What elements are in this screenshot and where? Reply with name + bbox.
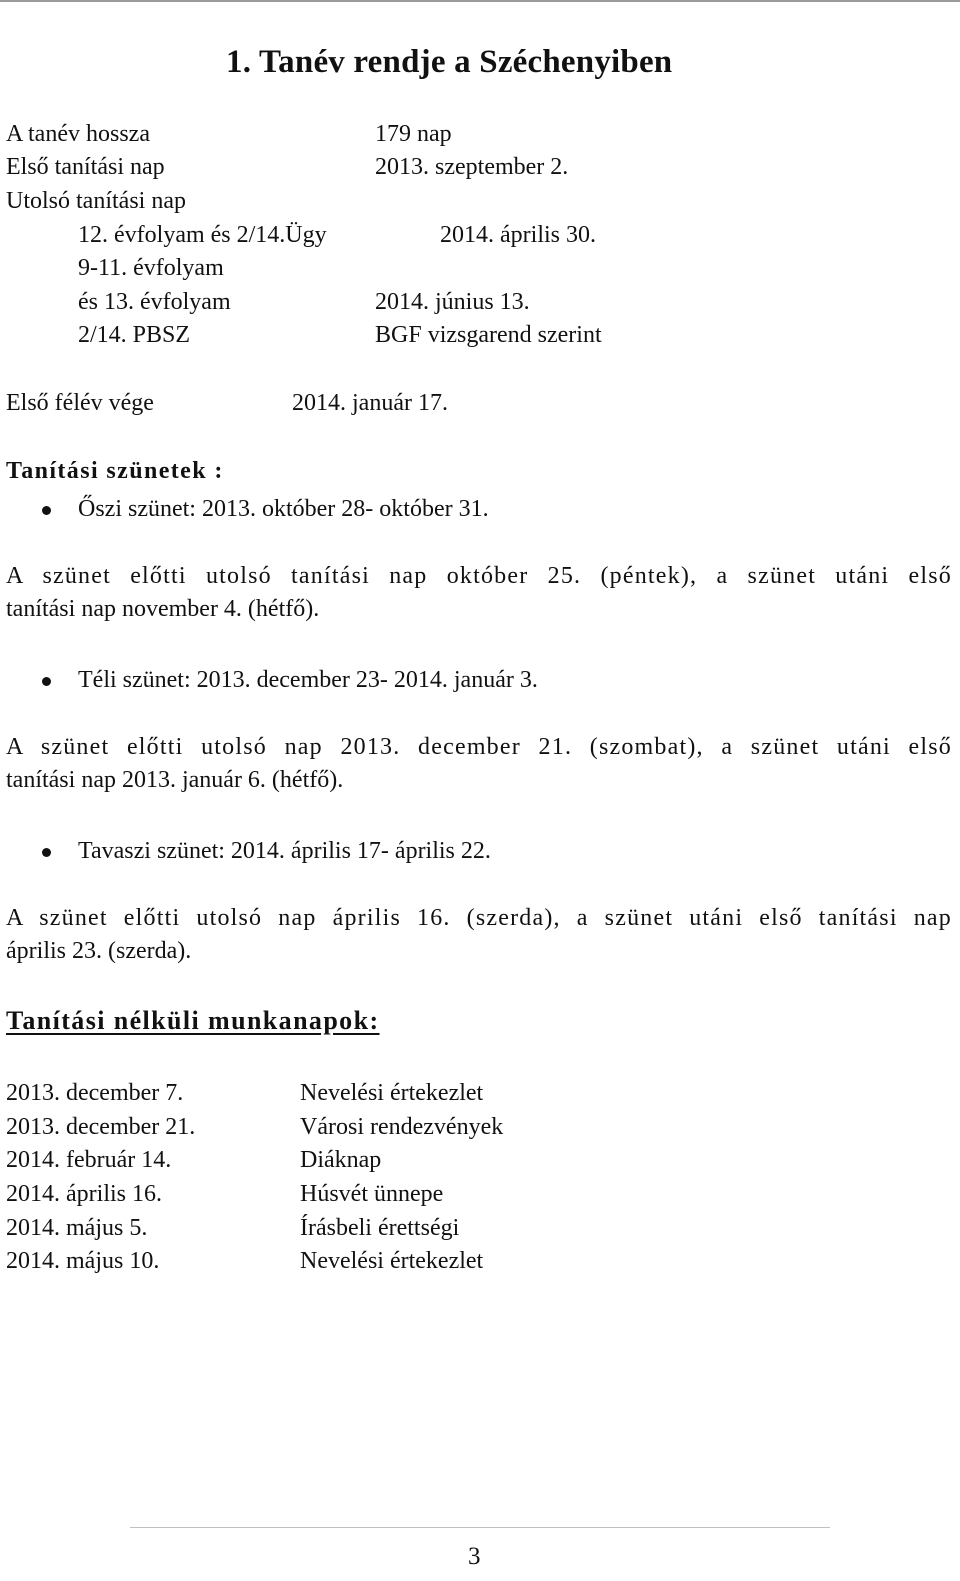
- spring-break-note: [6, 902, 952, 968]
- last-day-pbsz-value: BGF vizsgarend szerint: [375, 322, 602, 348]
- semester-end-label: Első félév vége: [6, 390, 154, 416]
- non-teaching-desc: Írásbeli érettségi: [300, 1215, 460, 1241]
- non-teaching-desc: Nevelési értekezlet: [300, 1248, 484, 1274]
- autumn-break-note: [6, 560, 952, 626]
- autumn-break: Őszi szünet: 2013. október 28- október 31.: [78, 496, 489, 522]
- spring-break-note-line2: április 23. (szerda).: [6, 938, 192, 964]
- non-teaching-desc: Diáknap: [300, 1147, 382, 1173]
- autumn-break-note-line1: A szünet előtti utolsó tanítási nap október 25. (péntek), a szünet utáni első: [6, 563, 952, 589]
- autumn-break-note-line2: tanítási nap november 4. (hétfő).: [6, 596, 320, 622]
- non-teaching-desc: Városi rendezvények: [300, 1114, 504, 1140]
- first-day-value: 2013. szeptember 2.: [375, 154, 569, 180]
- page-title: 1. Tanév rendje a Széchenyiben: [226, 44, 673, 80]
- footer-rule: [130, 1527, 830, 1528]
- last-day-grade12-value: 2014. április 30.: [440, 222, 596, 248]
- last-day-grade12-label: 12. évfolyam és 2/14.Ügy: [78, 222, 327, 248]
- winter-break: Téli szünet: 2013. december 23- 2014. január 3.: [78, 667, 538, 693]
- non-teaching-date: 2013. december 7.: [6, 1080, 184, 1106]
- bullet-icon: [42, 677, 51, 686]
- breaks-heading: Tanítási szünetek :: [6, 458, 224, 484]
- non-teaching-heading: Tanítási nélküli munkanapok:: [6, 1006, 380, 1035]
- winter-break-note-line2: tanítási nap 2013. január 6. (hétfő).: [6, 767, 344, 793]
- last-day-grade9-13-value: 2014. június 13.: [375, 289, 530, 315]
- length-label: A tanév hossza: [6, 121, 150, 147]
- non-teaching-date: 2014. április 16.: [6, 1181, 162, 1207]
- last-day-grade13-label: és 13. évfolyam: [78, 289, 231, 315]
- bullet-icon: [42, 848, 51, 857]
- last-day-pbsz-label: 2/14. PBSZ: [78, 322, 191, 348]
- non-teaching-date: 2014. május 5.: [6, 1215, 148, 1241]
- non-teaching-date: 2014. május 10.: [6, 1248, 160, 1274]
- winter-break-note: [6, 731, 952, 797]
- last-day-label: Utolsó tanítási nap: [6, 188, 186, 214]
- non-teaching-date: 2014. február 14.: [6, 1147, 172, 1173]
- length-value: 179 nap: [375, 121, 452, 147]
- winter-break-note-line1: A szünet előtti utolsó nap 2013. december 21. (szombat), a szünet utáni első: [6, 734, 952, 760]
- non-teaching-date: 2013. december 21.: [6, 1114, 196, 1140]
- spring-break: Tavaszi szünet: 2014. április 17- április 22.: [78, 838, 491, 864]
- non-teaching-desc: Húsvét ünnepe: [300, 1181, 444, 1207]
- last-day-grade9-11-label: 9-11. évfolyam: [78, 255, 224, 281]
- semester-end-value: 2014. január 17.: [292, 390, 448, 416]
- first-day-label: Első tanítási nap: [6, 154, 165, 180]
- spring-break-note-line1: A szünet előtti utolsó nap április 16. (szerda), a szünet utáni első tanítási nap: [6, 905, 952, 931]
- page-number: 3: [468, 1543, 481, 1570]
- top-rule: [0, 0, 960, 2]
- bullet-icon: [42, 506, 51, 515]
- non-teaching-desc: Nevelési értekezlet: [300, 1080, 484, 1106]
